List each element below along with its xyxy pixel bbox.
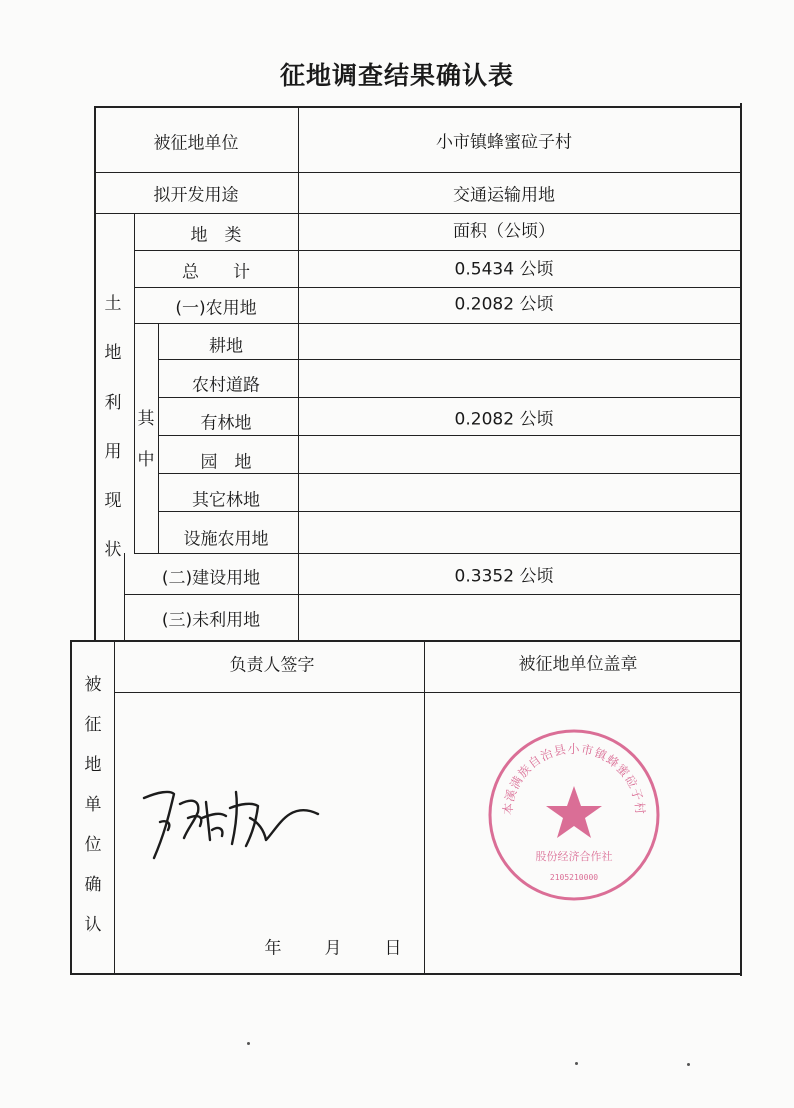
- table-border: [94, 106, 741, 108]
- unused-label: (三)未利用地: [161, 610, 261, 631]
- seal-header: 被征地单位盖章: [518, 654, 638, 675]
- area-header: 面积（公顷）: [453, 221, 555, 242]
- sub-item-label: 其它林地: [192, 490, 260, 511]
- sub-item-label: 有林地: [200, 413, 252, 434]
- agri-label: (一)农用地: [175, 298, 257, 319]
- sub-item-label: 设施农用地: [183, 529, 269, 550]
- document-title: 征地调查结果确认表: [279, 61, 514, 90]
- official-seal: [487, 728, 661, 902]
- sub-item-label: 园 地: [200, 452, 252, 473]
- land-status-label: 土 地 利 用 现 状: [104, 294, 122, 561]
- construction-label: (二)建设用地: [161, 568, 261, 589]
- total-label: 总 计: [182, 262, 250, 283]
- svg-text:2105210000: 2105210000: [549, 873, 599, 882]
- date-day: 日: [384, 938, 402, 959]
- date-month: 月: [324, 938, 342, 959]
- construction-value: 0.3352 公顷: [454, 566, 554, 587]
- scan-speck: [247, 1042, 250, 1045]
- svg-text:股份经济合作社: 股份经济合作社: [535, 850, 613, 863]
- table-border: [70, 973, 741, 975]
- agri-value: 0.2082 公顷: [454, 294, 554, 315]
- sub-item-value: 0.2082 公顷: [454, 409, 554, 430]
- confirm-section-label: 被 征 地 单 位 确 认: [84, 675, 102, 935]
- use-value: 交通运输用地: [453, 185, 555, 206]
- sub-label: 其 中: [137, 409, 155, 470]
- unit-label: 被征地单位: [153, 133, 239, 154]
- type-header: 地 类: [190, 225, 242, 246]
- scan-speck: [687, 1063, 690, 1066]
- date-year: 年: [264, 938, 282, 959]
- handwritten-signature: [140, 778, 330, 868]
- unit-value: 小市镇蜂蜜砬子村: [436, 132, 572, 153]
- table-border: [94, 106, 96, 641]
- sub-item-label: 耕地: [209, 336, 243, 357]
- signer-header: 负责人签字: [229, 655, 315, 676]
- svg-text:本溪满族自治县小市镇蜂蜜砬子村: 本溪满族自治县小市镇蜂蜜砬子村: [500, 741, 648, 816]
- total-value: 0.5434 公顷: [454, 259, 554, 280]
- use-label: 拟开发用途: [153, 185, 239, 206]
- scan-speck: [575, 1062, 578, 1065]
- table-border: [740, 103, 742, 976]
- sub-item-label: 农村道路: [192, 375, 260, 396]
- table-border: [70, 640, 72, 973]
